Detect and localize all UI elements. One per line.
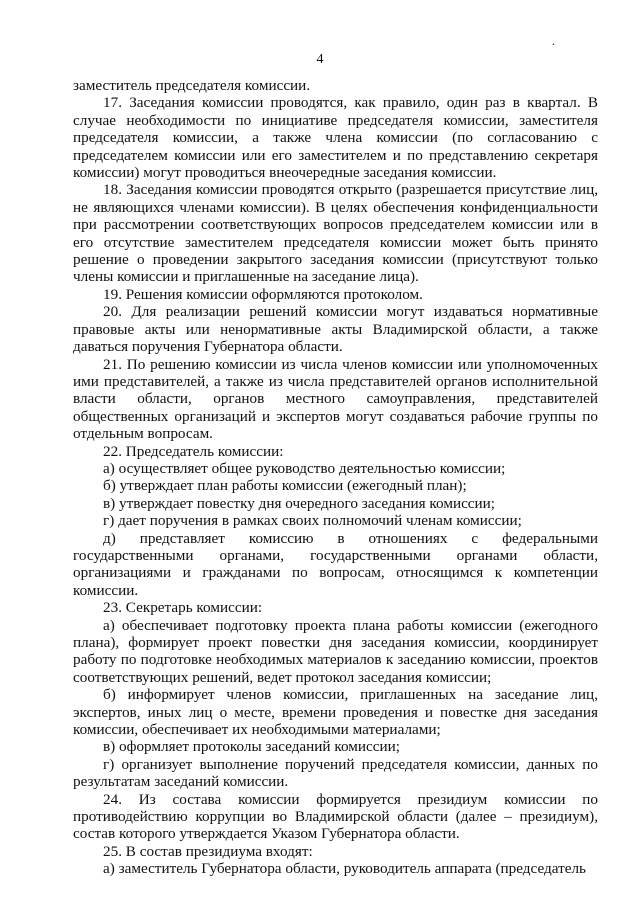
- corner-mark: .: [552, 34, 555, 48]
- paragraph: 21. По решению комиссии из числа членов комиссии или уполномоченных ими представителей, а также из числа представителей органов исполнительной власти области, органов местного самоуправления, представителей общественных организаций и экспертов могут создаваться рабочие группы по отдельным вопросам.: [73, 355, 598, 443]
- paragraph: д) представляет комиссию в отношениях с федеральными государственными органами, государственными органами области, организациями и гражданами по вопросам, относящимся к компетенции комиссии.: [73, 529, 598, 599]
- paragraph: 23. Секретарь комиссии:: [103, 599, 263, 617]
- paragraph: 24. Из состава комиссии формируется президиум комиссии по противодействию коррупции во Владимирской области (далее – президиум), состав которого утверждается Указом Губернатора области.: [73, 790, 598, 843]
- paragraph: б) информирует членов комиссии, приглашенных на заседание лиц, экспертов, иных лиц о месте, времени проведения и повестке дня заседания комиссии, обеспечивает их необходимыми материалами;: [73, 686, 598, 739]
- paragraph: 17. Заседания комиссии проводятся, как правило, один раз в квартал. В случае необходимости по инициативе председателя комиссии, заместителя председателя комиссии, а также члена комиссии (по согласованию с председателем комиссии или его заместителем и по представлению секретаря комиссии) могут проводиться внеочередные заседания комиссии.: [73, 94, 598, 182]
- paragraph: заместитель председателя комиссии.: [73, 77, 311, 94]
- paragraph: 25. В состав президиума входят:: [103, 842, 313, 860]
- paragraph: г) дает поручения в рамках своих полномочий членам комиссии;: [103, 512, 522, 530]
- document-body: [73, 77, 598, 878]
- paragraph: в) утверждает повестку дня очередного заседания комиссии;: [103, 494, 496, 512]
- paragraph: 18. Заседания комиссии проводятся открыто (разрешается присутствие лиц, не являющихся членами комиссии). В целях обеспечения конфиденциальности при рассмотрении соответствующих вопросов председателем комиссии или в его отсутствие заместителем председателя комиссии может быть принято решение о проведении закрытого заседания комиссии (присутствуют только члены комиссии и приглашенные на заседание лица).: [73, 181, 598, 286]
- paragraph: в) оформляет протоколы заседаний комиссии;: [103, 738, 400, 756]
- paragraph: а) осуществляет общее руководство деятельностью комиссии;: [103, 459, 506, 477]
- paragraph: а) обеспечивает подготовку проекта плана работы комиссии (ежегодного плана), формирует проект повестки дня заседания комиссии, координирует работу по подготовке необходимых материалов к заседанию комиссии, проектов соответствующих решений, ведет протокол заседания комиссии;: [73, 616, 598, 686]
- paragraph: 22. Председатель комиссии:: [103, 442, 284, 460]
- paragraph: г) организует выполнение поручений председателя комиссии, данных по результатам заседаний комиссии.: [73, 755, 598, 791]
- paragraph: 20. Для реализации решений комиссии могут издаваться нормативные правовые акты или ненормативные акты Владимирской области, а также даваться поручения Губернатора области.: [73, 303, 598, 356]
- paragraph: б) утверждает план работы комиссии (ежегодный план);: [103, 477, 467, 495]
- page-number: 4: [316, 52, 324, 67]
- paragraph: а) заместитель Губернатора области, руководитель аппарата (председатель: [103, 860, 586, 878]
- paragraph: 19. Решения комиссии оформляются протоколом.: [103, 285, 423, 303]
